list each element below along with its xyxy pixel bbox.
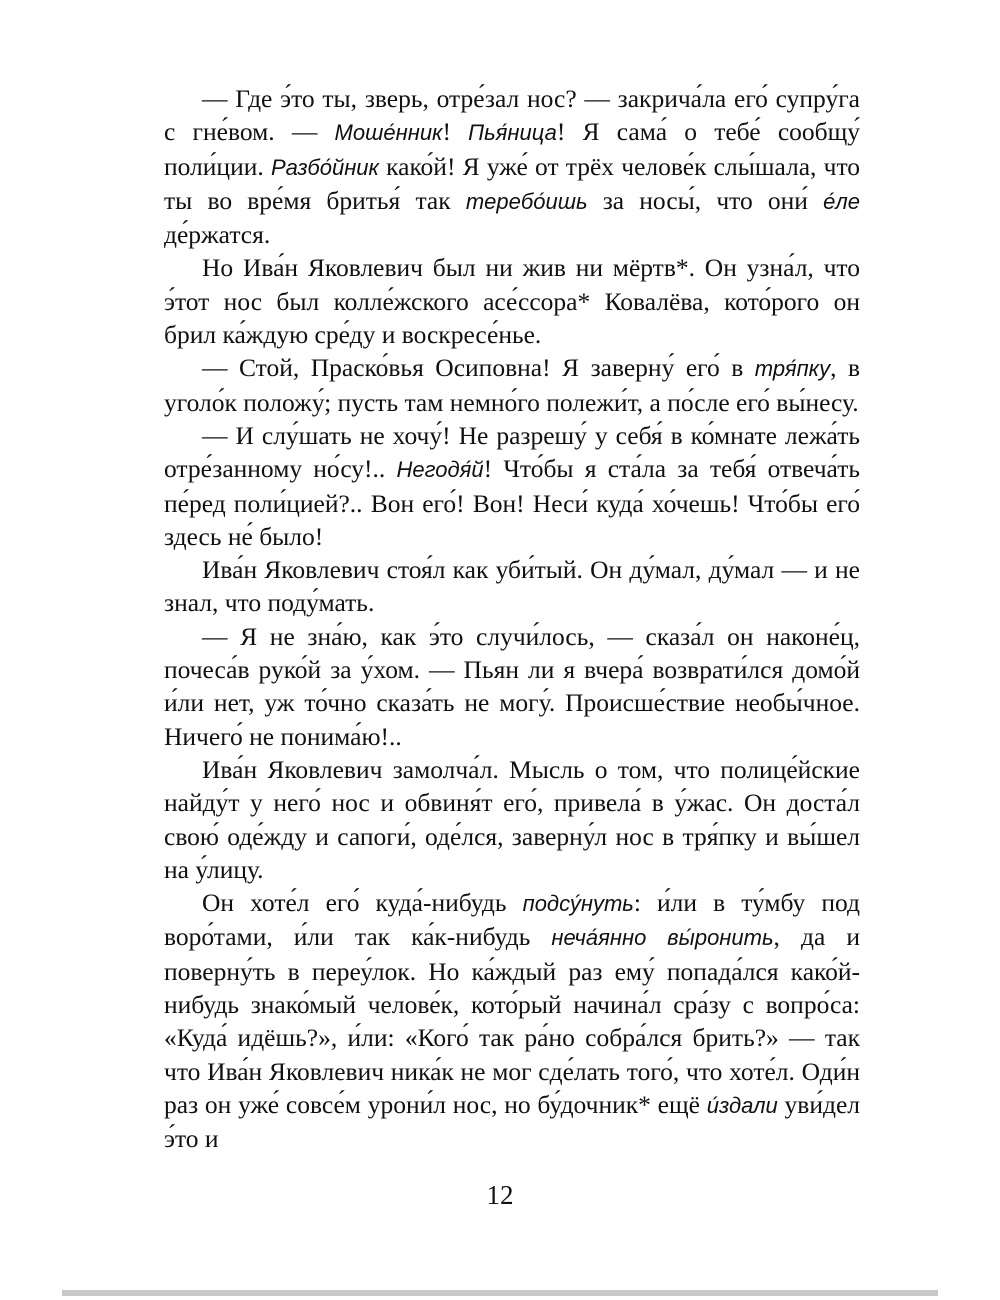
- italic-word: теребо́ишь: [465, 188, 588, 214]
- text-run: — Где э́то ты, зверь, отре́зал нос? — закрича́ла его́ супру́га с гне́вом. —: [164, 84, 860, 147]
- text-run: , да и поверну́ть в переу́лок. Но ка́ждый раз ему́ попада́лся како́й-нибудь знако́мый челове́к, кото́рый начина́л сра́зу с вопро́са: «Куда́ идёшь?», и́ли: «Кого́ так ра́но собра́лся брить?» — так что Ива́н Яковлевич ника́к не мог сде́лать того́, что хоте́л. Оди́н раз он уже́ совсе́м урони́л нос, но бу́дочник* ещё: [164, 922, 860, 1119]
- page-body: [164, 82, 860, 1156]
- text-run: Ива́н Яковлевич замолча́л. Мысль о том, что полице́йские найду́т у него́ нос и обвиня́т его́, привела́ в у́жас. Он доста́л свою́ оде́жду и сапоги́, оде́лся, заверну́л нос в тря́пку и вы́шел на у́лицу.: [164, 754, 860, 884]
- paragraph: [164, 82, 860, 251]
- italic-word: Разбо́йник: [270, 154, 379, 180]
- text-run: за носы́, что они́: [587, 185, 824, 215]
- italic-word: и́здали: [706, 1092, 778, 1118]
- paragraph: [164, 753, 860, 886]
- text-run: како́й! Я уже́ от трёх челове́к слы́шала, что ты во вре́мя бритья́ так: [164, 151, 861, 215]
- italic-word: тря́пку: [754, 356, 831, 382]
- text-run: — Я не зна́ю, как э́то случи́лось, — сказа́л он наконе́ц, почеса́в руко́й за у́хом. — Пьян ли я вчера́ возврати́лся домо́й и́ли нет, уж то́чно сказа́ть не могу́. Происше́ствие необы́чное. Ничего́ не понима́ю!..: [164, 621, 860, 751]
- text-run: — И слу́шать не хочу́! Не разрешу́ у себя́ в ко́мнате лежа́ть отре́занному но́су!..: [164, 420, 860, 484]
- paragraph: [164, 886, 860, 1155]
- paragraph: [164, 620, 860, 753]
- text-run: , в уголо́к положу́; пусть там немно́го полежи́т, а по́сле его́ вы́несу.: [164, 353, 860, 417]
- page-number: 12: [486, 1180, 514, 1210]
- text-run: Но Ива́н Яковлевич был ни жив ни мёртв*. Он узна́л, что э́тот нос был колле́жского асе́ссора* Ковалёва, кото́рого он брил ка́ждую сре́ду и воскресе́нье.: [164, 253, 860, 350]
- text-run: : и́ли в ту́мбу под воро́тами, и́ли так ка́к-нибудь: [164, 888, 860, 952]
- text-run: Ива́н Яковлевич стоя́л как уби́тый. Он ду́мал, ду́мал — и не знал, что поду́мать.: [164, 555, 860, 618]
- text-run: ! Что́бы я ста́ла за тебя́ отвеча́ть пе́ред поли́цией?.. Вон его́! Вон! Неси́ куда́ хо́чешь! Что́бы его́ здесь не́ было!: [164, 454, 860, 551]
- text-run: де́ржатся.: [164, 220, 271, 250]
- bottom-divider: [62, 1290, 938, 1296]
- paragraph: [164, 351, 860, 419]
- italic-word: Негодя́й: [396, 457, 484, 483]
- text-run: !: [442, 117, 469, 147]
- text-run: Он хоте́л его́ куда́-нибудь: [202, 888, 523, 918]
- text-run: — Стой, Праско́вья Осиповна! Я заверну́ его́ в: [202, 353, 755, 383]
- paragraph: [164, 419, 860, 553]
- italic-word: подсу́нуть: [522, 891, 634, 917]
- paragraph: [164, 553, 860, 620]
- text-run: уви́дел э́то и: [164, 1089, 860, 1154]
- italic-word: е́ле: [823, 188, 860, 214]
- italic-word: Моше́нник: [334, 120, 443, 146]
- italic-word: Пья́ница: [468, 120, 557, 146]
- paragraph: [164, 251, 860, 351]
- italic-word: неча́янно вы́ронить: [551, 925, 774, 951]
- text-run: ! Я сама́ о тебе́ сообщу́ поли́ции.: [164, 117, 861, 181]
